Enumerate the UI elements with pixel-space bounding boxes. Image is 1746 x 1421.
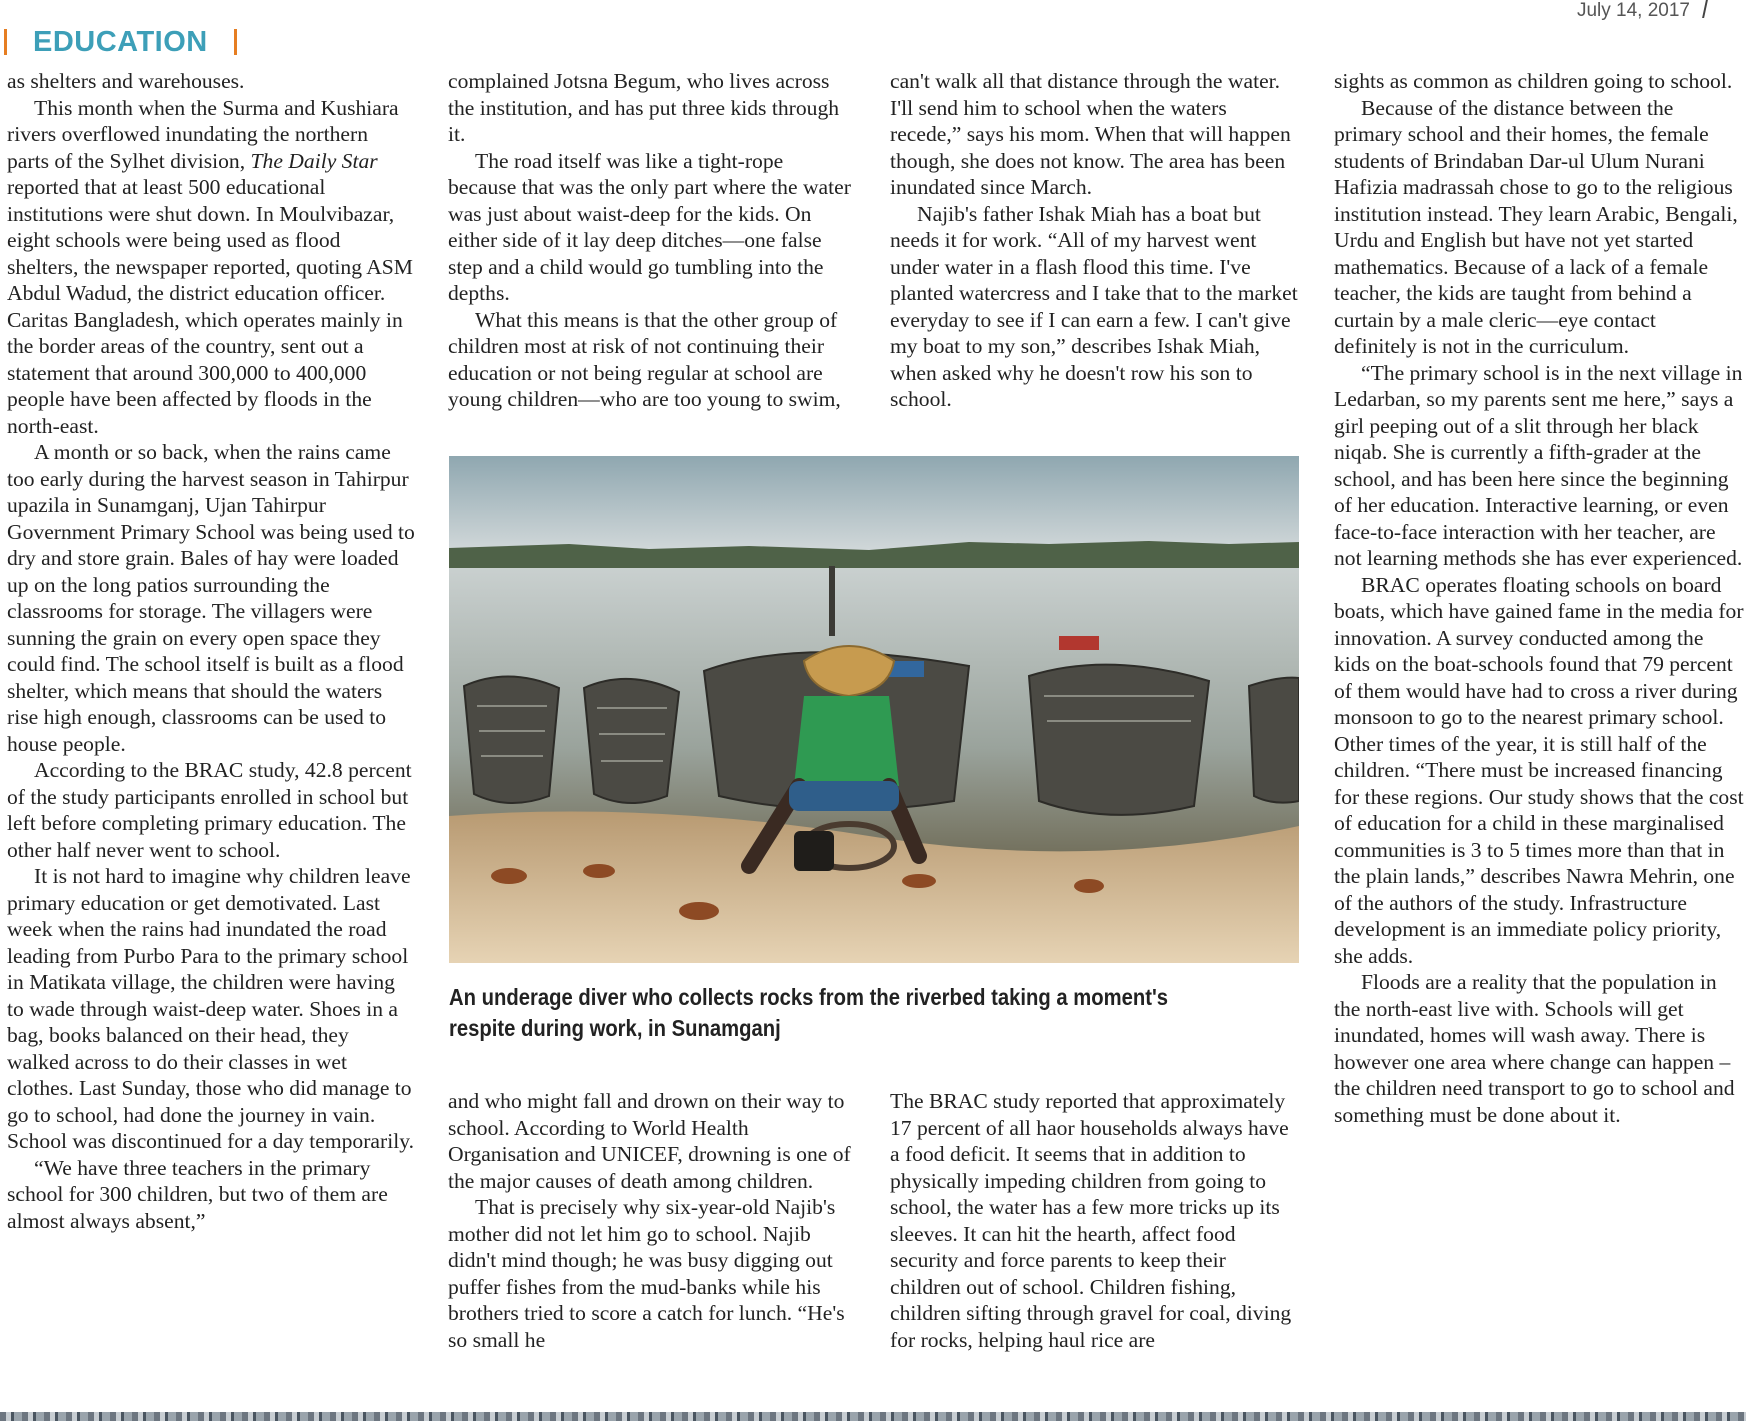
- paragraph: as shelters and warehouses.: [7, 69, 245, 93]
- article-column-4: [1334, 68, 1744, 1128]
- paragraph: “We have three teachers in the primary school for 300 children, but two of them are almost always absent,”: [7, 1155, 388, 1233]
- article-column-3-top: [890, 68, 1300, 413]
- paragraph: sights as common as children going to school.: [1334, 69, 1733, 93]
- date-divider: [1702, 0, 1708, 18]
- section-divider-right: [234, 29, 237, 55]
- paragraph: That is precisely why six-year-old Najib's mother did not let him go to school. Najib didn't mind though; he was busy digging out puffer fishes from the mud-banks while his brothers tried to score a catch for lunch. “He's so small he: [448, 1195, 845, 1352]
- paragraph: According to the BRAC study, 42.8 percent of the study participants enrolled in school but left before completing primary education. The other half never went to school.: [7, 758, 412, 862]
- paragraph: BRAC operates floating schools on board boats, which have gained fame in the media for innovation. A survey conducted among the kids on the boat-schools found that 79 percent of them would have had to cross a river during monsoon to go to the nearest primary school. Other times of the year, it is still half of the children. “There must be increased financing for these regions. Our study shows that the cost of education for a child in these marginalised communities is 3 to 5 times more than that in the plain lands,” describes Nawra Mehrin, one of the authors of the study. Infrastructure development is an immediate policy priority, she adds.: [1334, 572, 1744, 968]
- section-divider-left: [4, 29, 7, 55]
- article-column-3-bottom: [890, 1088, 1300, 1353]
- paragraph: Floods are a reality that the population in the north-east live with. Schools will get inundated, homes will wash away. There is however one area where change can happen – the children need transport to go to school and something must be done about it.: [1334, 970, 1735, 1127]
- issue-date: July 14, 2017: [1577, 0, 1706, 22]
- article-column-2-bottom: [448, 1088, 858, 1353]
- section-title: EDUCATION: [33, 25, 208, 58]
- article-photo: [449, 456, 1299, 963]
- bottom-photo-strip: [0, 1412, 1746, 1421]
- photo-caption: An underage diver who collects rocks from the riverbed taking a moment's respite during work, in Sunamganj: [449, 984, 1169, 1041]
- paragraph: What this means is that the other group of children most at risk of not continuing their education or not being regular at school are young children—who are too young to swim,: [448, 307, 841, 411]
- article-column-2-top: [448, 68, 856, 413]
- section-header: [4, 22, 237, 62]
- paragraph: “The primary school is in the next village in Ledarban, so my parents sent me here,” says a girl peeping out of a slit through her black niqab. She is currently a fifth-grader at the school, and has been here since the beginning of her education. Interactive learning, or even face-to-face interaction with her teacher, are not learning methods she has ever experienced.: [1334, 360, 1743, 570]
- paragraph: Because of the distance between the primary school and their homes, the female students of Brindaban Dar-ul Ulum Nurani Hafizia madrassah chose to go to the religious institution instead. They learn Arabic, Bengali, Urdu and English but have not yet started mathematics. Because of a lack of a female teacher, the kids are taught from behind a curtain by a male cleric—eye contact definitely is not in the curriculum.: [1334, 95, 1738, 358]
- paragraph: The BRAC study reported that approximately 17 percent of all haor households always have a food deficit. It seems that in addition to physically impeding children from going to school, the water has a few more tricks up its sleeves. It can hit the hearth, affect food security and force parents to keep their children out of school. Children fishing, children sifting through gravel for coal, diving for rocks, helping haul rice are: [890, 1089, 1292, 1352]
- paragraph: complained Jotsna Begum, who lives across the institution, and has put three kids through it.: [448, 69, 840, 146]
- paragraph: and who might fall and drown on their way to school. According to World Health Organisation and UNICEF, drowning is one of the major causes of death among children.: [448, 1089, 851, 1193]
- article-column-1: [7, 68, 415, 1234]
- publication-name: The Daily Star: [250, 148, 378, 173]
- paragraph: It is not hard to imagine why children leave primary education or get demotivated. Last week when the rains had inundated the road leading from Purbo Para to the primary school in Matikata village, the children were having to wade through waist-deep water. Shoes in a bag, books balanced on their head, they walked across to do their classes in wet clothes. Last Sunday, those who did manage to go to school, had done the journey in vain. School was discontinued for a day temporarily.: [7, 864, 414, 1153]
- paragraph: This month when the Surma and Kushiara rivers overflowed inundating the northern parts of the Sylhet division, The Daily Star reported that at least 500 educational institutions were shut down. In Moulvibazar, eight schools were being used as flood shelters, the newspaper reported, quoting ASM Abdul Wadud, the district education officer. Caritas Bangladesh, which operates mainly in the border areas of the country, sent out a statement that around 300,000 to 400,000 people have been affected by floods in the north-east.: [7, 95, 414, 438]
- paragraph: can't walk all that distance through the water. I'll send him to school when the waters recede,” says his mom. When that will happen though, she does not know. The area has been inundated since March.: [890, 69, 1291, 199]
- paragraph: Najib's father Ishak Miah has a boat but needs it for work. “All of my harvest went under water in a flash flood this time. I've planted watercress and I take that to the market everyday to see if I can earn a few. I can't give my boat to my son,” describes Ishak Miah, when asked why he doesn't row his son to school.: [890, 201, 1298, 411]
- paragraph: A month or so back, when the rains came too early during the harvest season in Tahirpur upazila in Sunamganj, Ujan Tahirpur Government Primary School was being used to dry and store grain. Bales of hay were loaded up on the long patios surrounding the classrooms for storage. The villagers were sunning the grain on every open space they could find. The school itself is built as a flood shelter, which means that should the waters rise high enough, classrooms can be used to house people.: [7, 440, 415, 756]
- paragraph: The road itself was like a tight-rope because that was the only part where the water was just about waist-deep for the kids. On either side of it lay deep ditches—one false step and a child would go tumbling into the depths.: [448, 148, 851, 305]
